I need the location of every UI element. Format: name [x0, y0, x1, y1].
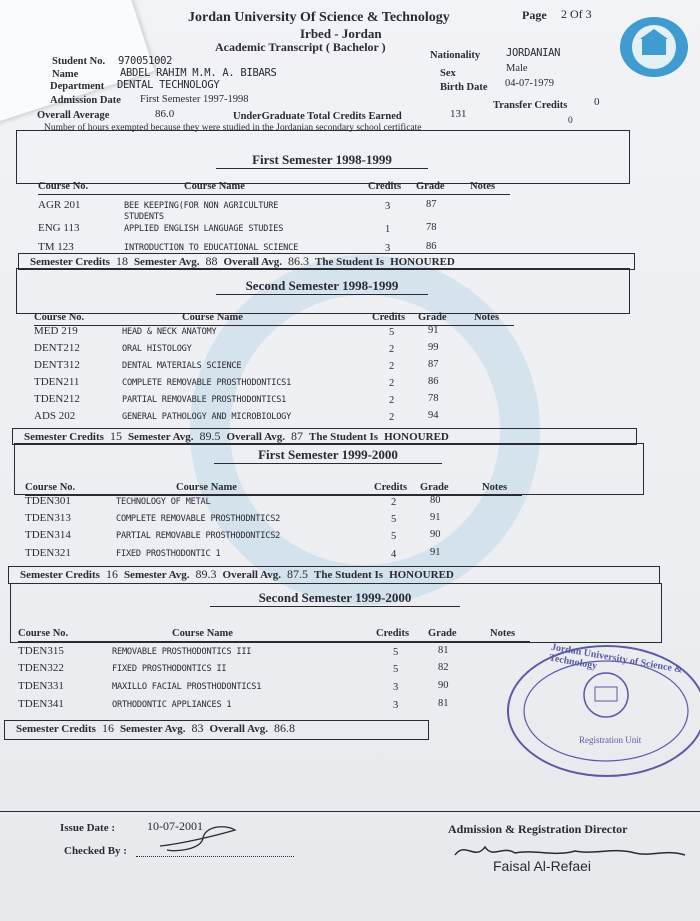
course-name: COMPLETE REMOVABLE PROSTHODONTICS1	[122, 378, 292, 388]
course-grade: 78	[428, 393, 439, 404]
course-credits: 5	[393, 664, 399, 675]
semester-credits-label: Semester Credits	[30, 256, 110, 268]
department-label: Department	[50, 81, 105, 92]
semester-credits: 16	[101, 721, 114, 735]
semester-credits: 15	[109, 429, 122, 443]
semester-title-underline	[214, 463, 442, 464]
column-grade: Grade	[420, 482, 449, 493]
course-grade: 81	[438, 698, 449, 709]
column-grade: Grade	[416, 181, 445, 192]
course-credits: 5	[391, 514, 397, 525]
footer-divider	[0, 811, 700, 812]
student-status: HONOURED	[390, 256, 455, 268]
overall-avg-label: Overall Avg.	[226, 431, 285, 443]
column-credits: Credits	[372, 312, 406, 323]
course-grade: 87	[426, 199, 437, 210]
column-course-name: Course Name	[184, 181, 245, 192]
course-code: TDEN211	[34, 376, 80, 388]
nationality: JORDANIAN	[506, 47, 561, 59]
course-code: TDEN331	[18, 680, 64, 692]
course-name: PARTIAL REMOVABLE PROSTHODONTICS1	[122, 395, 287, 405]
university-logo	[620, 17, 688, 77]
course-name: DENTAL MATERIALS SCIENCE	[122, 361, 242, 371]
student-no-label: Student No.	[52, 56, 106, 67]
issue-date: 10-07-2001	[147, 819, 203, 833]
column-header-underline	[34, 325, 514, 326]
semester-title: First Semester 1998-1999	[252, 152, 392, 167]
course-name-continued: STUDENTS	[124, 212, 164, 222]
column-grade: Grade	[418, 312, 447, 323]
course-name: INTRODUCTION TO EDUCATIONAL SCIENCE	[124, 243, 299, 253]
course-grade: 91	[430, 547, 441, 558]
semester-avg-label: Semester Avg.	[123, 569, 190, 581]
course-credits: 5	[389, 327, 395, 338]
seal-text: Jordan University of Science & Technology	[548, 641, 684, 676]
total-credits: 131	[450, 108, 467, 120]
column-notes: Notes	[474, 312, 500, 323]
course-name: ORAL HISTOLOGY	[122, 344, 192, 354]
semester-avg: 89.3	[195, 567, 217, 581]
course-grade: 94	[428, 410, 439, 421]
course-name: HEAD & NECK ANATOMY	[122, 327, 217, 337]
semester-avg: 88	[205, 254, 218, 268]
course-name: GENERAL PATHOLOGY AND MICROBIOLOGY	[122, 412, 292, 422]
semester-credits: 16	[105, 567, 118, 581]
course-grade: 86	[426, 241, 437, 252]
sex: Male	[506, 63, 528, 74]
director-name: Faisal Al-Refaei	[493, 858, 592, 874]
column-course-no: Course No.	[18, 628, 69, 639]
course-code: TDEN322	[18, 662, 64, 674]
page-label: Page	[522, 8, 547, 22]
semester-credits-label: Semester Credits	[16, 723, 96, 735]
nationality-label: Nationality	[430, 50, 481, 61]
semester-summary	[16, 721, 301, 736]
course-code: TM 123	[38, 241, 74, 253]
semester-title-underline	[216, 168, 428, 169]
course-grade: 80	[430, 495, 441, 506]
column-header-underline	[25, 495, 522, 496]
semester-title: Second Semester 1998-1999	[245, 278, 399, 293]
course-credits: 3	[393, 682, 399, 693]
course-grade: 91	[428, 325, 439, 336]
column-course-no: Course No.	[34, 312, 85, 323]
course-credits: 3	[393, 700, 399, 711]
course-code: ENG 113	[38, 222, 80, 234]
course-grade: 90	[430, 529, 441, 540]
column-course-no: Course No.	[38, 181, 89, 192]
overall-avg: 86.8	[273, 721, 295, 735]
course-name: FIXED PROSTHODONTICS II	[112, 664, 227, 674]
overall-average: 86.0	[155, 108, 175, 120]
overall-avg: 87.5	[286, 567, 308, 581]
semester-title: First Semester 1999-2000	[258, 447, 398, 462]
course-credits: 3	[385, 243, 391, 254]
semester-credits-label: Semester Credits	[20, 569, 100, 581]
director-title: Admission & Registration Director	[448, 822, 628, 836]
course-code: TDEN341	[18, 698, 64, 710]
registration-seal	[507, 641, 700, 777]
city: Irbed - Jordan	[300, 26, 382, 41]
course-name: PARTIAL REMOVABLE PROSTHODONTICS2	[116, 531, 281, 541]
issuer-signature	[155, 816, 245, 856]
course-code: ADS 202	[34, 410, 76, 422]
column-header-underline	[18, 641, 530, 642]
semester-title-underline	[216, 294, 428, 295]
course-name: REMOVABLE PROSTHODONTICS III	[112, 647, 252, 657]
birth-date: 04-07-1979	[505, 78, 554, 89]
course-credits: 2	[389, 361, 395, 372]
exempted-hours-label: Number of hours exempted because they were studied in the Jordanian secondary school certificate	[44, 123, 422, 133]
course-name: COMPLETE REMOVABLE PROSTHODNTICS2	[116, 514, 281, 524]
admission-date: First Semester 1997-1998	[140, 94, 249, 105]
course-credits: 2	[391, 497, 397, 508]
column-credits: Credits	[376, 628, 410, 639]
course-credits: 1	[385, 224, 391, 235]
course-grade: 82	[438, 662, 449, 673]
course-credits: 2	[389, 395, 395, 406]
course-grade: 86	[428, 376, 439, 387]
column-grade: Grade	[428, 628, 457, 639]
column-course-name: Course Name	[182, 312, 243, 323]
semester-credits: 18	[115, 254, 128, 268]
page-number: 2 Of 3	[561, 7, 592, 21]
course-grade: 99	[428, 342, 439, 353]
course-code: TDEN301	[25, 495, 71, 507]
checked-by-line	[136, 856, 294, 857]
course-code: MED 219	[34, 325, 78, 337]
name-label: Name	[52, 69, 79, 80]
column-notes: Notes	[490, 628, 516, 639]
student-status: HONOURED	[389, 569, 454, 581]
student-status: HONOURED	[384, 431, 449, 443]
course-code: TDEN315	[18, 645, 64, 657]
overall-avg-label: Overall Avg.	[222, 569, 281, 581]
course-credits: 2	[389, 412, 395, 423]
course-grade: 78	[426, 222, 437, 233]
semester-summary	[30, 254, 461, 269]
document-type: Academic Transcript ( Bachelor )	[215, 40, 386, 54]
student-status-label: The Student Is	[314, 256, 385, 268]
column-credits: Credits	[374, 482, 408, 493]
course-grade: 90	[438, 680, 449, 691]
overall-avg: 86.3	[287, 254, 309, 268]
student-name: ABDEL RAHIM M.M. A. BIBARS	[120, 67, 277, 79]
seal-unit: Registration Unit	[579, 735, 642, 745]
admission-date-label: Admission Date	[50, 95, 121, 106]
column-header-underline	[38, 194, 510, 195]
course-credits: 5	[393, 647, 399, 658]
student-no: 970051002	[118, 55, 173, 67]
semester-credits-label: Semester Credits	[24, 431, 104, 443]
university-title: Jordan University Of Science & Technology	[188, 10, 450, 25]
overall-average-label: Overall Average	[37, 110, 110, 121]
course-credits: 2	[389, 344, 395, 355]
overall-avg-label: Overall Avg.	[223, 256, 282, 268]
semester-title: Second Semester 1999-2000	[258, 590, 412, 605]
course-code: TDEN212	[34, 393, 80, 405]
course-code: DENT212	[34, 342, 80, 354]
course-code: TDEN314	[25, 529, 71, 541]
column-notes: Notes	[470, 181, 496, 192]
semester-avg-label: Semester Avg.	[127, 431, 194, 443]
course-name: FIXED PROSTHODONTIC 1	[116, 549, 221, 559]
course-code: TDEN313	[25, 512, 71, 524]
course-code: AGR 201	[38, 199, 81, 211]
semester-avg: 89.5	[199, 429, 221, 443]
semester-summary	[20, 567, 460, 582]
column-course-name: Course Name	[172, 628, 233, 639]
transfer-credits-label: Transfer Credits	[493, 100, 568, 111]
course-name: TECHNOLOGY OF METAL	[116, 497, 211, 507]
course-credits: 2	[389, 378, 395, 389]
semester-avg: 83	[191, 721, 204, 735]
column-notes: Notes	[482, 482, 508, 493]
course-name: BEE KEEPING(FOR NON AGRICULTURE	[124, 201, 279, 211]
course-grade: 91	[430, 512, 441, 523]
semester-avg-label: Semester Avg.	[119, 723, 186, 735]
issue-date-label: Issue Date :	[60, 822, 115, 834]
course-name: MAXILLO FACIAL PROSTHODONTICS1	[112, 682, 262, 692]
column-course-no: Course No.	[25, 482, 76, 493]
column-course-name: Course Name	[176, 482, 237, 493]
student-status-label: The Student Is	[313, 569, 384, 581]
course-grade: 81	[438, 645, 449, 656]
department: DENTAL TECHNOLOGY	[117, 79, 220, 91]
course-grade: 87	[428, 359, 439, 370]
semester-title-underline	[210, 606, 460, 607]
total-credits-label: UnderGraduate Total Credits Earned	[233, 111, 402, 122]
birth-date-label: Birth Date	[440, 82, 488, 93]
course-code: DENT312	[34, 359, 80, 371]
semester-avg-label: Semester Avg.	[133, 256, 200, 268]
course-name: APPLIED ENGLISH LANGUAGE STUDIES	[124, 224, 284, 234]
semester-summary	[24, 429, 455, 444]
overall-avg-label: Overall Avg.	[209, 723, 268, 735]
column-credits: Credits	[368, 181, 402, 192]
transfer-credits: 0	[594, 96, 600, 108]
exempted-hours: 0	[568, 116, 573, 126]
course-name: ORTHODONTIC APPLIANCES 1	[112, 700, 232, 710]
checked-by-label: Checked By :	[64, 845, 127, 857]
student-status-label: The Student Is	[308, 431, 379, 443]
course-code: TDEN321	[25, 547, 71, 559]
sex-label: Sex	[440, 68, 456, 79]
course-credits: 4	[391, 549, 397, 560]
course-credits: 5	[391, 531, 397, 542]
overall-avg: 87	[290, 429, 303, 443]
course-credits: 3	[385, 201, 391, 212]
